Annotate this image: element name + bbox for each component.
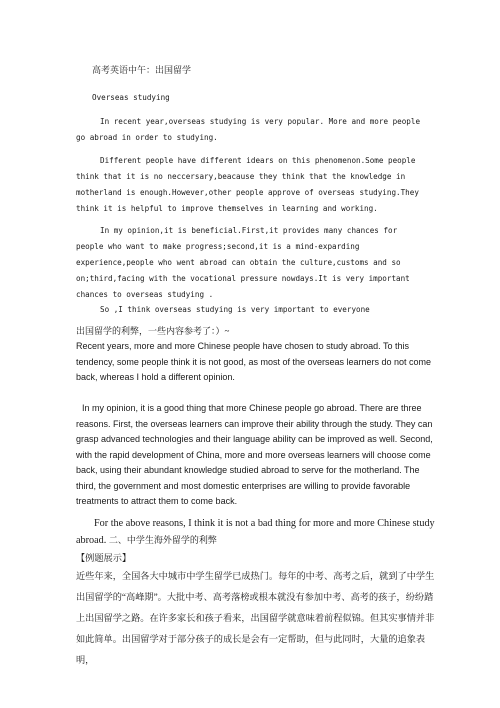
example-label: 【例题展示】: [76, 553, 132, 563]
conclusion-text: For the above reasons, I think it is not a bad thing for more and more Chinese study abroad.: [76, 518, 435, 546]
essay1-paragraph-3: In my opinion,it is beneficial.First,it provides many chances for people who want to make progress;second,it is a mind-exparding experience,people who went abroad can obtain the culture,customs and so on;third,facing with the vocational pressure nowdays.It is very important chances to overseas studying .: [76, 226, 410, 299]
conclusion-block: [76, 516, 438, 549]
chinese-body-paragraph: 近些年来，全国各大中城市中学生留学已成热门。每年的中考、高考之后，就到了中学生出国留学的“高峰期”。大批中考、高考落榜或根本就没有参加中考、高考的孩子，纷纷踏上出国留学之路。在许多家长和孩子看来，出国留学就意味着前程似锦。但其实事情并非如此简单。出国留学对于部分孩子的成长是会有一定帮助，但与此同时，大量的追象表明，: [76, 571, 435, 665]
document-title: 高考英语中午：出国留学: [92, 65, 192, 75]
essay1-paragraph-1: In recent year,overseas studying is very popular. More and more people go abroad in order to studying.: [76, 117, 421, 142]
essay2-paragraph-2: In my opinion, it is a good thing that more Chinese people go abroad. There are three reasons. First, the overseas learners can improve their ability through the study. They can grasp advanced technologies and their language ability can be improved as well. Second, with the rapid development of China, more and more overseas learners will choose come back, using their abundant knowledge studied abroad to serve for the motherland. The third, the government and most domestic enterprises are willing to provide favorable treatments to attract them to come back.: [76, 403, 433, 506]
essay2-paragraph-1: Recent years, more and more Chinese people have chosen to study abroad. To this tendency, some people think it is not good, as most of the overseas learners do not come back, whereas I hold a different opinion.: [76, 341, 432, 382]
essay1-paragraph-4: So ,I think overseas studying is very important to everyone: [100, 305, 370, 314]
section-2-title: 二、中学生海外留学的利弊: [108, 535, 217, 545]
essay-heading: Overseas studying: [92, 93, 170, 102]
essay1-paragraph-2: Different people have different idears on this phenomenon.Some people think that it is no neccersary,beacause they think that the knowledge in motherland is enough.However,other people approve of overseas studying.They think it is helpful to improve themselves in learning and working.: [76, 156, 419, 213]
chinese-intro: 出国留学的利弊，一些内容参考了：）~: [76, 326, 230, 336]
